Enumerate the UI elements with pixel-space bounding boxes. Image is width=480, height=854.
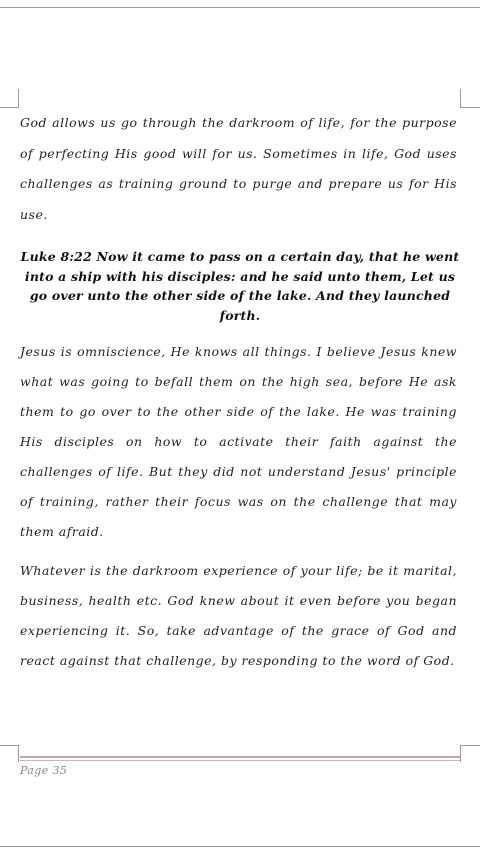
paragraph-darkroom-experience: Whatever is the darkroom experience of your life; be it marital, business, health etc. God knew about it even before you began experiencing it. So, take advantage of the grace of God and react against that challenge, by responding to the word of God. bbox=[20, 563, 457, 668]
page-bottom-edge bbox=[0, 846, 480, 847]
scripture-quote: Luke 8:22 Now it came to pass on a certain day, that he went into a ship with his disciples: and he said unto them, Let us go over unto the other side of the lake. And they launched forth. bbox=[20, 249, 460, 323]
crop-mark-top-right bbox=[460, 89, 480, 108]
crop-mark-top-left bbox=[0, 89, 19, 108]
paragraph-omniscience: Jesus is omniscience, He knows all things. I believe Jesus knew what was going to befall them on the high sea, before He ask them to go over to the other side of the lake. He was training His disciples on how to activate their faith against the challenges of life. But they did not understand Jesus' principle of training, rather their focus was on the challenge that may them afraid. bbox=[20, 344, 457, 539]
footer-rule-secondary bbox=[20, 760, 460, 761]
paragraph-darkroom-intro: God allows us go through the darkroom of life, for the purpose of perfecting His good will for us. Sometimes in life, God uses challenges as training ground to purge and prepare us for His use. bbox=[20, 115, 457, 222]
footer-rule bbox=[20, 756, 460, 758]
crop-mark-bottom-left bbox=[0, 745, 19, 762]
page-top-edge bbox=[0, 7, 480, 8]
crop-mark-bottom-right bbox=[460, 745, 480, 762]
page-number: Page 35 bbox=[20, 764, 68, 777]
